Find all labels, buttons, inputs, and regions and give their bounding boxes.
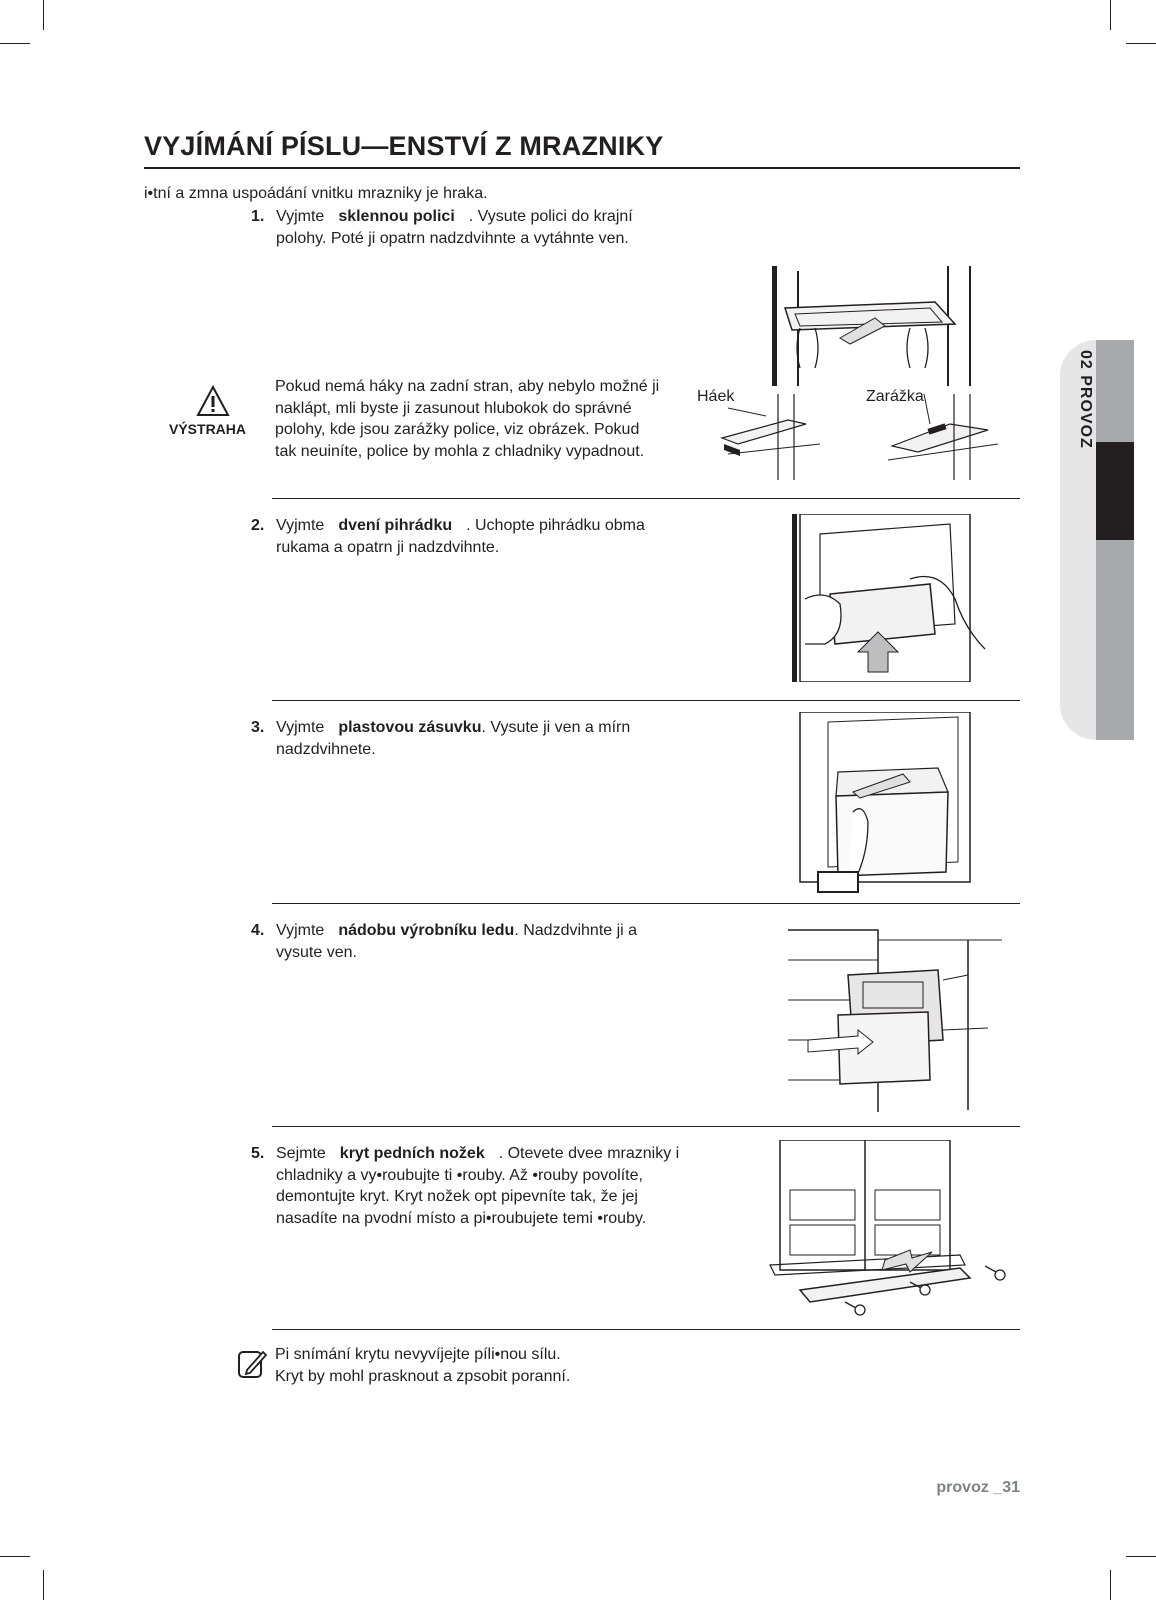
crop-mark [1110, 0, 1111, 30]
crop-mark [1126, 1556, 1156, 1557]
crop-mark [1110, 1570, 1111, 1600]
page-title: VYJÍMÁNÍ PÍSLU—ENSTVÍ Z MRAZNIKY [144, 131, 664, 161]
page-footer: provoz _31 [936, 1479, 1020, 1496]
step-1 [251, 206, 681, 249]
step-verb: Vyjmte [276, 517, 325, 534]
intro-text: i•tní a zmna uspoádání vnitku mrazniky je hraka. [144, 185, 488, 202]
section-divider [272, 903, 1020, 904]
step-number: 4. [251, 922, 265, 939]
step-instructions: . Uchopte pihrádku obma rukama a opatrn ji nadzdvihnte. [276, 517, 645, 556]
step-number: 5. [251, 1145, 265, 1162]
step-verb: Vyjmte [276, 922, 325, 939]
crop-mark [43, 1570, 44, 1600]
step-5 [251, 1143, 681, 1229]
note-text [275, 1344, 715, 1387]
figure-ice-maker-bin [788, 920, 1002, 1112]
section-divider [272, 700, 1020, 701]
step-part-name: kryt pedních nožek [339, 1145, 485, 1162]
step-number: 1. [251, 208, 265, 225]
section-divider [272, 498, 1020, 499]
step-instructions: . Vysute ji ven a mírn nadzdvihnete. [276, 719, 631, 758]
step-verb: Sejmte [276, 1145, 326, 1162]
side-tab-marker [1096, 442, 1134, 540]
crop-mark [0, 1556, 30, 1557]
label-stopper: Zarážka [866, 388, 924, 405]
warning-label: VÝSTRAHA [169, 421, 247, 437]
side-tab-label: 02 PROVOZ [1077, 350, 1094, 449]
step-number: 3. [251, 719, 265, 736]
side-tab-bar [1096, 340, 1134, 740]
figure-plastic-drawer [798, 712, 980, 896]
step-verb: Vyjmte [276, 208, 325, 225]
label-hook: Háek [697, 388, 735, 405]
note-pencil-icon [237, 1348, 268, 1379]
note-line: Pi snímání krytu nevyvíjejte píli•nou sílu. [275, 1346, 561, 1363]
step-instructions: . Nadzdvihnte ji a vysute ven. [276, 922, 638, 961]
title-rule [144, 167, 1020, 169]
section-divider [272, 1329, 1020, 1330]
figure-door-bin [790, 514, 990, 682]
step-3 [251, 717, 681, 760]
step-number: 2. [251, 517, 265, 534]
section-divider [272, 1126, 1020, 1127]
step-instructions: . Vysute polici do krajní polohy. Poté ji opatrn nadzdvihnte a vytáhnte ven. [276, 208, 633, 247]
crop-mark [43, 0, 44, 30]
step-part-name: dvení pihrádku [338, 517, 453, 534]
warning-triangle-icon [196, 385, 230, 417]
step-4 [251, 920, 681, 963]
crop-mark [0, 43, 30, 44]
step-verb: Vyjmte [276, 719, 325, 736]
crop-mark [1126, 43, 1156, 44]
step-part-name: plastovou zásuvku [338, 719, 482, 736]
figure-stopper-detail [888, 394, 1000, 480]
step-instructions: . Otevete dvee mrazniky i chladniky a vy•roubujte ti •rouby. Až •rouby povolíte, demontujte kryt. Kryt nožek opt pipevníte tak, že jej nasadíte na pvodní místo a pi•roubujete temi •rouby. [276, 1145, 680, 1227]
figure-hook-detail [718, 394, 824, 480]
step-2 [251, 515, 681, 558]
step-part-name: nádobu výrobníku ledu [338, 922, 515, 939]
figure-leg-cover [760, 1140, 1020, 1320]
step-part-name: sklennou polici [338, 208, 455, 225]
warning-text: Pokud nemá háky na zadní stran, aby nebylo možné ji naklápt, mli byste ji zasunout hlubokok do správné polohy, kde jsou zarážky police, viz obrázek. Pokud tak neuiníte, police by mohla z chladniky vypadnout. [275, 378, 660, 460]
figure-glass-shelf [770, 266, 1002, 386]
note-line: Kryt by mohl prasknout a zpsobit poranní. [275, 1367, 571, 1385]
